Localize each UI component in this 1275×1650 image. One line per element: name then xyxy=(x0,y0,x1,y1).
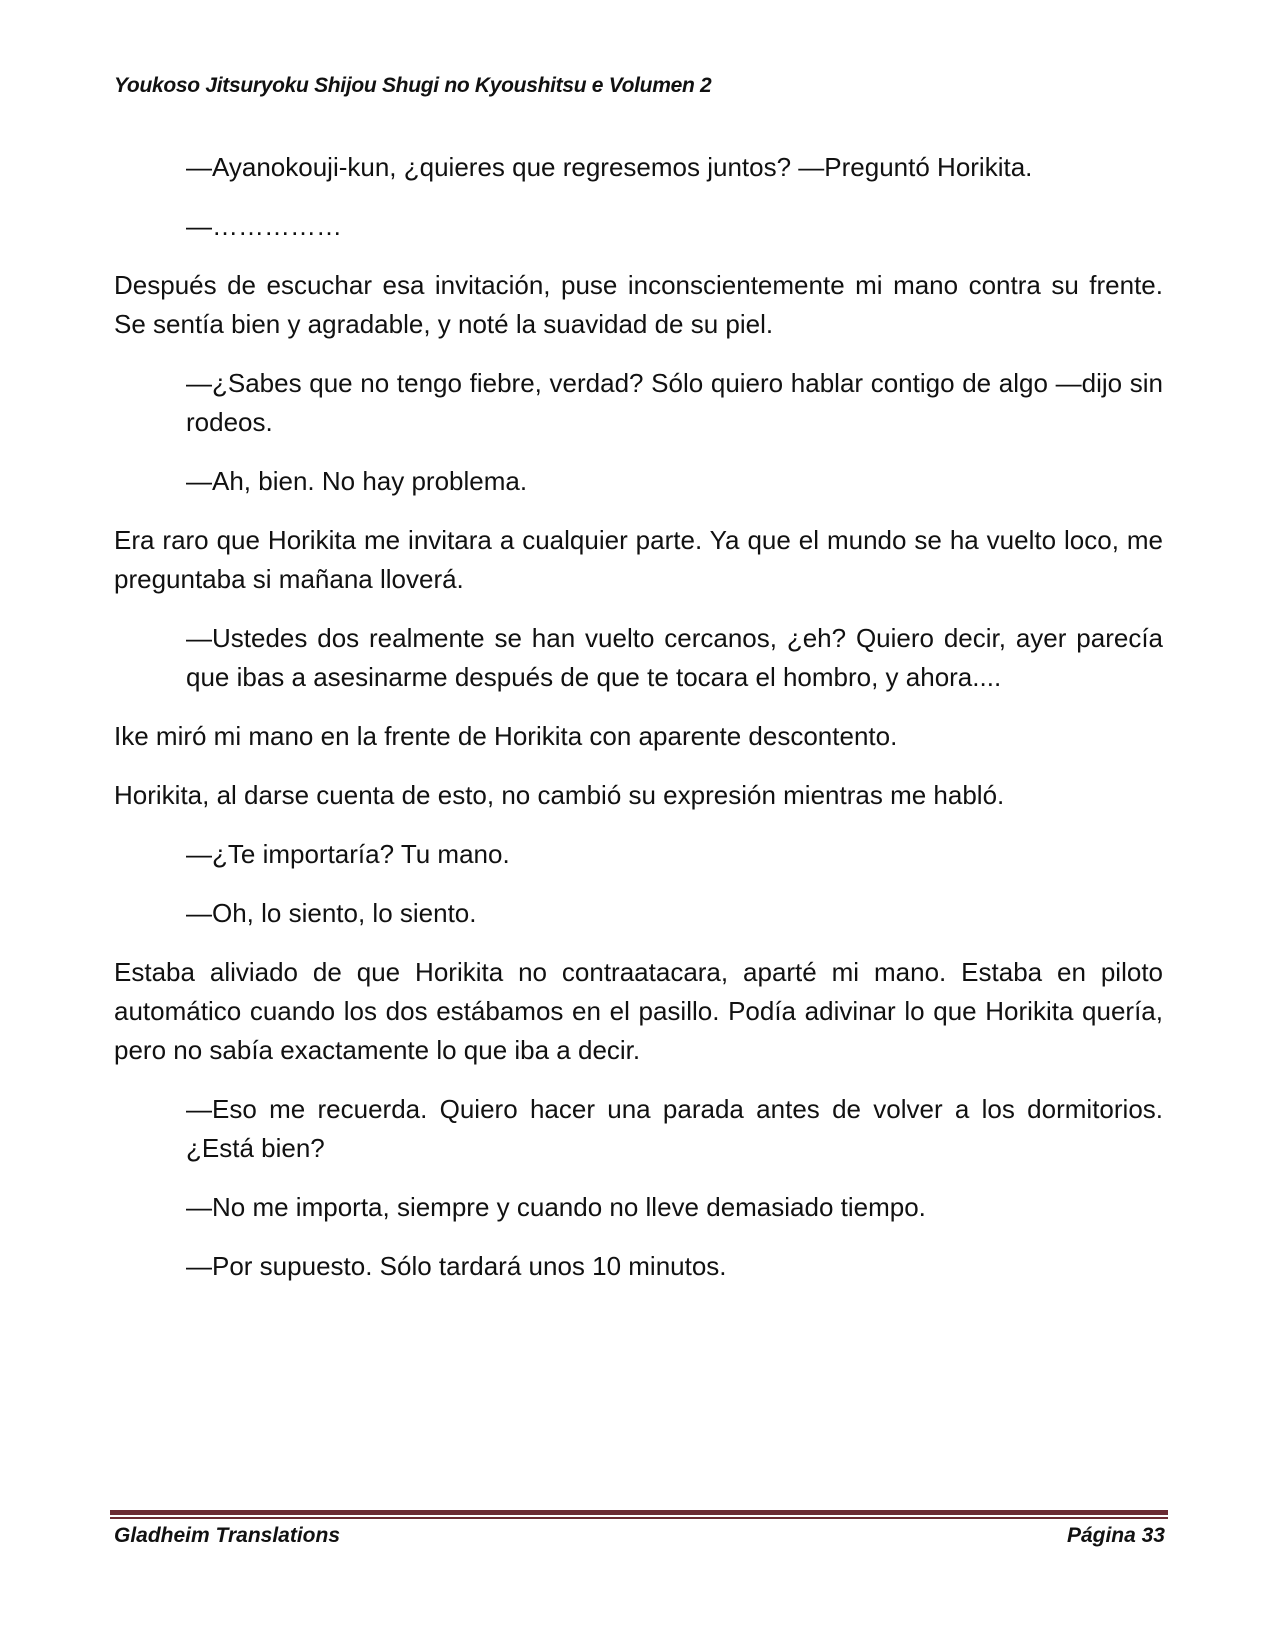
dialogue-paragraph: —Eso me recuerda. Quiero hacer una parada antes de volver a los dormitorios. ¿Está bien? xyxy=(186,1094,1163,1163)
narration-paragraph: Ike miró mi mano en la frente de Horikita con aparente descontento. xyxy=(114,721,898,751)
dialogue-paragraph: —Ah, bien. No hay problema. xyxy=(186,466,528,496)
narration-paragraph: Horikita, al darse cuenta de esto, no cambió su expresión mientras me habló. xyxy=(114,780,1005,810)
running-header: Youkoso Jitsuryoku Shijou Shugi no Kyoushitsu e Volumen 2 xyxy=(114,74,712,97)
dialogue-paragraph: —Por supuesto. Sólo tardará unos 10 minutos. xyxy=(186,1251,727,1281)
dialogue-paragraph: —¿Sabes que no tengo fiebre, verdad? Sólo quiero hablar contigo de algo —dijo sin rodeos. xyxy=(186,368,1163,437)
dialogue-paragraph: —¿Te importaría? Tu mano. xyxy=(186,839,510,869)
page-number: Página 33 xyxy=(1066,1524,1165,1547)
narration-paragraph: Después de escuchar esa invitación, puse inconscientemente mi mano contra su frente. Se sentía bien y agradable, y noté la suavidad de su piel. xyxy=(114,270,1163,339)
dialogue-paragraph: —…………… xyxy=(186,211,342,241)
footer-rule-thick xyxy=(110,1510,1168,1515)
dialogue-paragraph: —Ayanokouji-kun, ¿quieres que regresemos juntos? —Preguntó Horikita. xyxy=(186,152,1033,182)
narration-paragraph: Estaba aliviado de que Horikita no contraatacara, aparté mi mano. Estaba en piloto automático cuando los dos estábamos en el pasillo. Podía adivinar lo que Horikita quería, pero no sabía exactamente lo que iba a decir. xyxy=(114,957,1163,1065)
footer-publisher: Gladheim Translations xyxy=(114,1524,341,1547)
dialogue-paragraph: —Oh, lo siento, lo siento. xyxy=(186,898,477,928)
narration-paragraph: Era raro que Horikita me invitara a cualquier parte. Ya que el mundo se ha vuelto loco, me preguntaba si mañana lloverá. xyxy=(114,525,1163,594)
dialogue-paragraph: —Ustedes dos realmente se han vuelto cercanos, ¿eh? Quiero decir, ayer parecía que ibas a asesinarme después de que te tocara el hombro, y ahora.... xyxy=(186,623,1163,692)
footer-rule-thin xyxy=(110,1517,1168,1519)
page-body xyxy=(114,148,1163,1306)
dialogue-paragraph: —No me importa, siempre y cuando no lleve demasiado tiempo. xyxy=(186,1192,926,1222)
